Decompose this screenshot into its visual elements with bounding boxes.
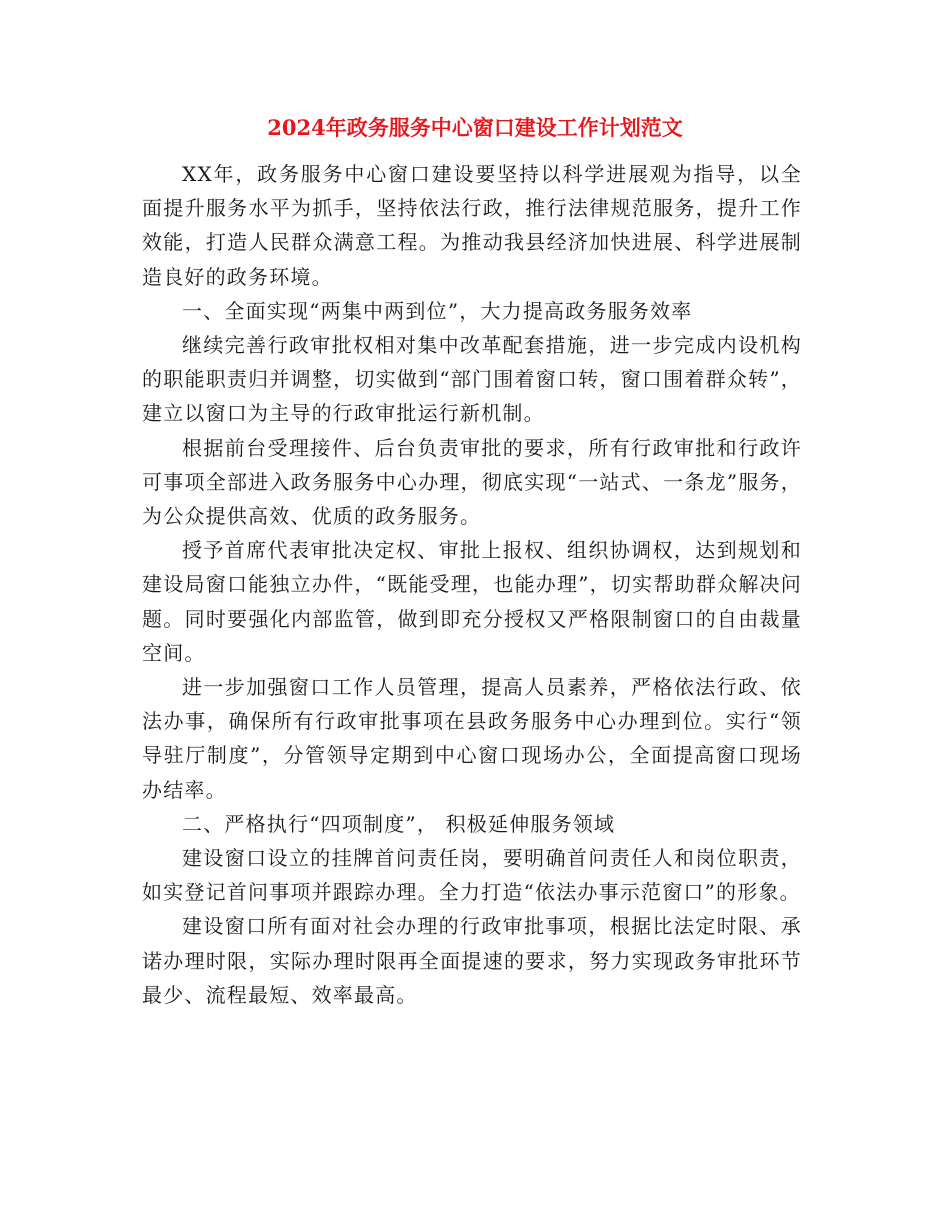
document-body — [142, 157, 802, 1012]
paragraph: 授予首席代表审批决定权、审批上报权、组织协调权，达到规划和建设局窗口能独立办件，“既能受理，也能办理”，切实帮助群众解决问题。同时要强化内部监管，做到即充分授权又严格限制窗口的自由裁量空间。 — [142, 538, 802, 665]
paragraph: 建设窗口设立的挂牌首问责任岗，要明确首问责任人和岗位职责，如实登记首问事项并跟踪办理。全力打造“依法办事示范窗口”的形象。 — [142, 846, 802, 905]
paragraph: XX年，政务服务中心窗口建设要坚持以科学进展观为指导，以全面提升服务水平为抓手，坚持依法行政，推行法律规范服务，提升工作效能，打造人民群众满意工程。为推动我县经济加快进展、科学进展制造良好的政务环境。 — [142, 162, 802, 289]
document-title: 2024年政务服务中心窗口建设工作计划范文 — [267, 115, 683, 140]
paragraph: 根据前台受理接件、后台负责审批的要求，所有行政审批和行政许可事项全部进入政务服务中心办理，彻底实现“一站式、一条龙”服务，为公众提供高效、优质的政务服务。 — [142, 435, 802, 529]
paragraph: 进一步加强窗口工作人员管理，提高人员素养，严格依法行政、依法办事，确保所有行政审批事项在县政务服务中心办理到位。实行“领导驻厅制度”，分管领导定期到中心窗口现场办公，全面提高窗口现场办结率。 — [142, 675, 802, 802]
section-heading: 一、全面实现“两集中两到位”，大力提高政务服务效率 — [182, 298, 693, 323]
paragraph: 建设窗口所有面对社会办理的行政审批事项，根据比法定时限、承诺办理时限，实际办理时限再全面提速的要求，努力实现政务审批环节最少、流程最短、效率最高。 — [142, 914, 802, 1007]
section-heading: 二、严格执行“四项制度”， 积极延伸服务领域 — [182, 811, 616, 836]
paragraph: 继续完善行政审批权相对集中改革配套措施，进一步完成内设机构的职能职责归并调整，切实做到“部门围着窗口转，窗口围着群众转”，建立以窗口为主导的行政审批运行新机制。 — [142, 333, 802, 426]
